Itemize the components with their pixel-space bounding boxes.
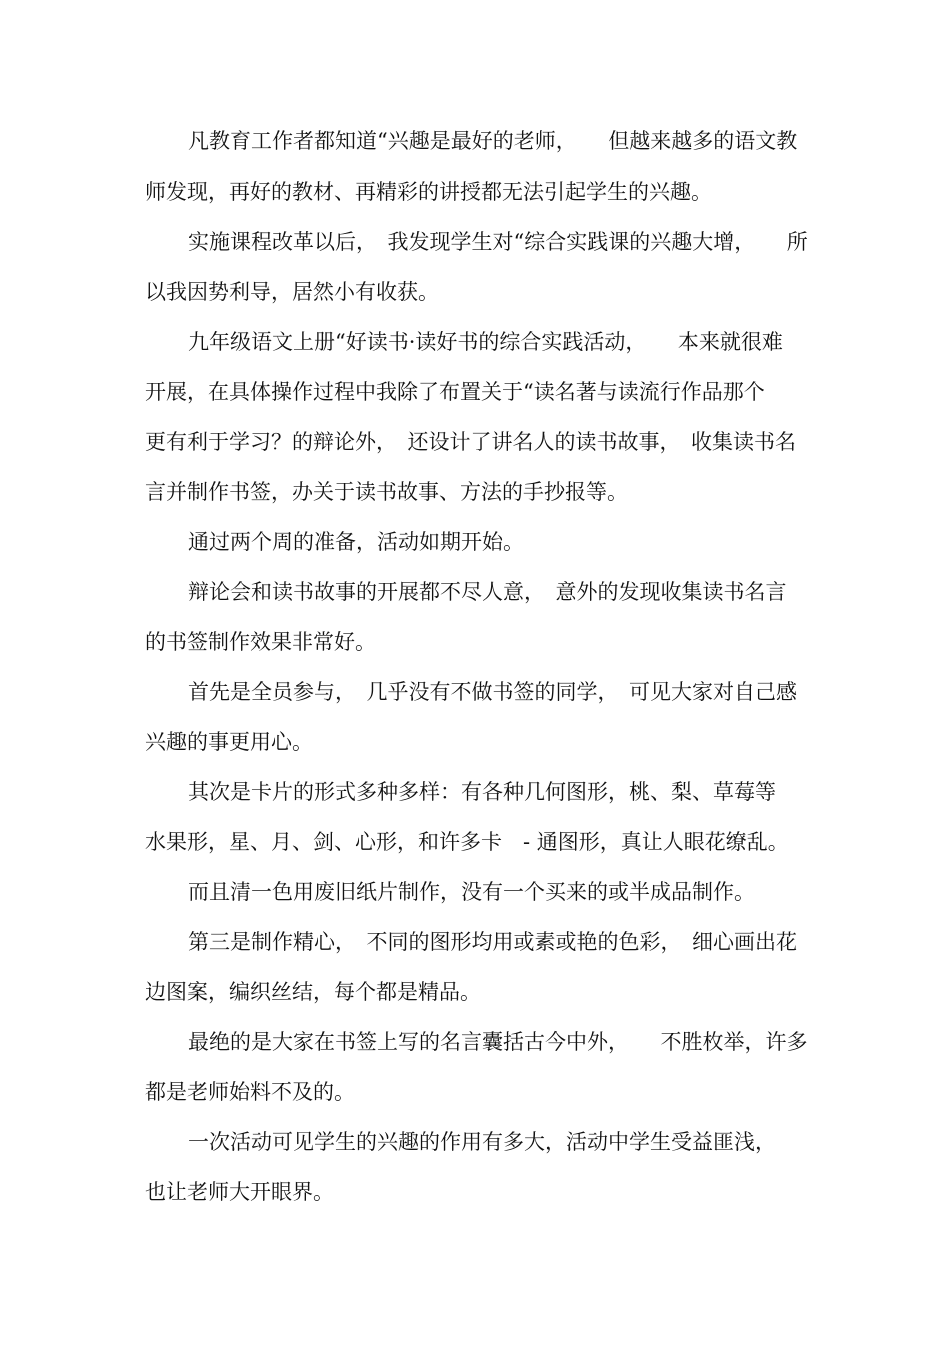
text-line-21: 一次活动可见学生的兴趣的作用有多大，活动中学生受益匪浅， [188,1130,776,1154]
text-line-17: 第三是制作精心， 不同的图形均用或素或艳的色彩， 细心画出花 [188,930,797,954]
text-line-6: 开展，在具体操作过程中我除了布置关于“读名著与读流行作品那个 [145,380,765,404]
text-line-3: 实施课程改革以后， 我发现学生对“综合实践课的兴趣大增， 所 [188,230,808,254]
text-line-19: 最绝的是大家在书签上写的名言囊括古今中外， 不胜枚举，许多 [188,1030,808,1054]
text-line-16: 而且清一色用废旧纸片制作，没有一个买来的或半成品制作。 [188,880,755,904]
text-line-14: 其次是卡片的形式多种多样：有各种几何图形，桃、梨、草莓等 [188,780,776,804]
text-line-12: 首先是全员参与， 几乎没有不做书签的同学， 可见大家对自己感 [188,680,797,704]
text-line-13: 兴趣的事更用心。 [145,730,313,754]
text-line-18: 边图案，编织丝结，每个都是精品。 [145,980,481,1004]
text-line-5: 九年级语文上册“好读书·读好书的综合实践活动， 本来就很难 [188,330,783,354]
text-line-11: 的书签制作效果非常好。 [145,630,376,654]
text-line-7: 更有利于学习？的辩论外， 还设计了讲名人的读书故事， 收集读书名 [145,430,796,454]
text-line-4: 以我因势利导，居然小有收获。 [145,280,439,304]
text-line-8: 言并制作书签，办关于读书故事、方法的手抄报等。 [145,480,628,504]
text-line-1: 凡教育工作者都知道“兴趣是最好的老师， 但越来越多的语文教 [188,129,798,153]
text-line-9: 通过两个周的准备，活动如期开始。 [188,530,524,554]
text-line-20: 都是老师始料不及的。 [145,1080,355,1104]
text-line-22: 也让老师大开眼界。 [145,1180,334,1204]
text-line-15: 水果形，星、月、剑、心形，和许多卡 - 通图形，真让人眼花缭乱。 [145,830,789,854]
text-line-10: 辩论会和读书故事的开展都不尽人意， 意外的发现收集读书名言 [188,580,787,604]
text-line-2: 师发现，再好的教材、再精彩的讲授都无法引起学生的兴趣。 [145,180,712,204]
